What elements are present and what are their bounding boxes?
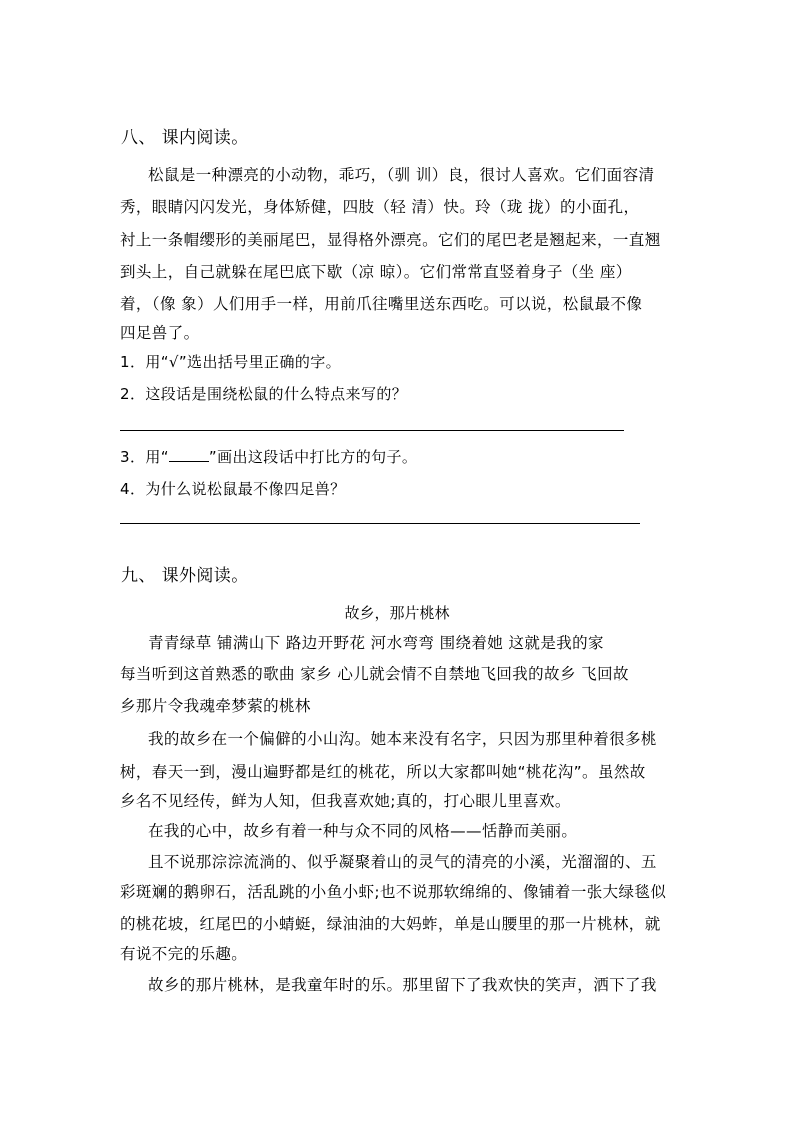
paragraph-line: 青青绿草 铺满山下 路边开野花 河水弯弯 围绕着她 这就是我的家 [148,634,604,652]
paragraph-line: 的桃花坡，红尾巴的小蜻蜓，绿油油的大妈蚱，单是山腰里的那一片桃林，就 [120,915,661,933]
question-2: 2．这段话是围绕松鼠的什么特点来写的？ [120,385,408,403]
answer-line-4[interactable] [120,523,640,524]
paragraph-line: 乡名不见经传，鲜为人知，但我喜欢她;真的，打心眼儿里喜欢。 [120,792,571,810]
paragraph-line: 彩斑斓的鹅卵石，活乱跳的小鱼小虾;也不说那软绵绵的、像铺着一张大绿毯似 [120,883,667,901]
paragraph-line: 每当听到这首熟悉的歌曲 家乡 心儿就会情不自禁地飞回我的故乡 飞回故 [120,665,629,683]
section-9-heading: 九、 课外阅读。 [121,566,249,586]
section-8-heading: 八、 课内阅读。 [121,128,249,148]
paragraph-line: 树，春天一到，漫山遍野都是红的桃花，所以大家都叫她“桃花沟”。虽然故 [120,763,646,781]
question-1: 1．用“√”选出括号里正确的字。 [120,353,342,371]
paragraph-line: 着，（像 象）人们用手一样，用前爪往嘴里送东西吃。可以说，松鼠最不像 [120,295,643,313]
paragraph-line: 衬上一条帽缨形的美丽尾巴，显得格外漂亮。它们的尾巴老是翘起来，一直翘 [120,231,661,249]
question-3 [120,447,417,467]
paragraph-line: 我的故乡在一个偏僻的小山沟。她本来没有名字，只因为那里种着很多桃 [148,730,657,748]
blank-underline [169,449,209,462]
article-title: 故乡，那片桃林 [344,604,450,622]
question-4: 4．为什么说松鼠最不像四足兽？ [120,480,346,498]
paragraph-line: 到头上，自己就躲在尾巴底下歇（凉 晾）。它们常常直竖着身子（坐 座） [120,263,632,281]
paragraph-line: 故乡的那片桃林，是我童年时的乐。那里留下了我欢快的笑声，洒下了我 [148,976,657,994]
paragraph-line: 秀，眼睛闪闪发光，身体矫健，四肢（轻 清）快。玲（珑 拢）的小面孔， [120,198,640,216]
paragraph-line: 四足兽了。 [120,324,200,342]
answer-line-2[interactable] [120,430,624,431]
question-3-prefix: 3．用“ [120,448,169,466]
paragraph-line: 松鼠是一种漂亮的小动物，乖巧，（驯 训）良，很讨人喜欢。它们面容清 [148,166,655,184]
paragraph-line: 在我的心中，故乡有着一种与众不同的风格——恬静而美丽。 [148,822,578,840]
paragraph-line: 有说不完的乐趣。 [120,945,248,963]
question-3-suffix: ”画出这段话中打比方的句子。 [208,448,418,466]
paragraph-line: 乡那片令我魂牵梦萦的桃林 [120,697,311,715]
paragraph-line: 且不说那淙淙流淌的、似乎凝聚着山的灵气的清亮的小溪，光溜溜的、五 [148,853,657,871]
